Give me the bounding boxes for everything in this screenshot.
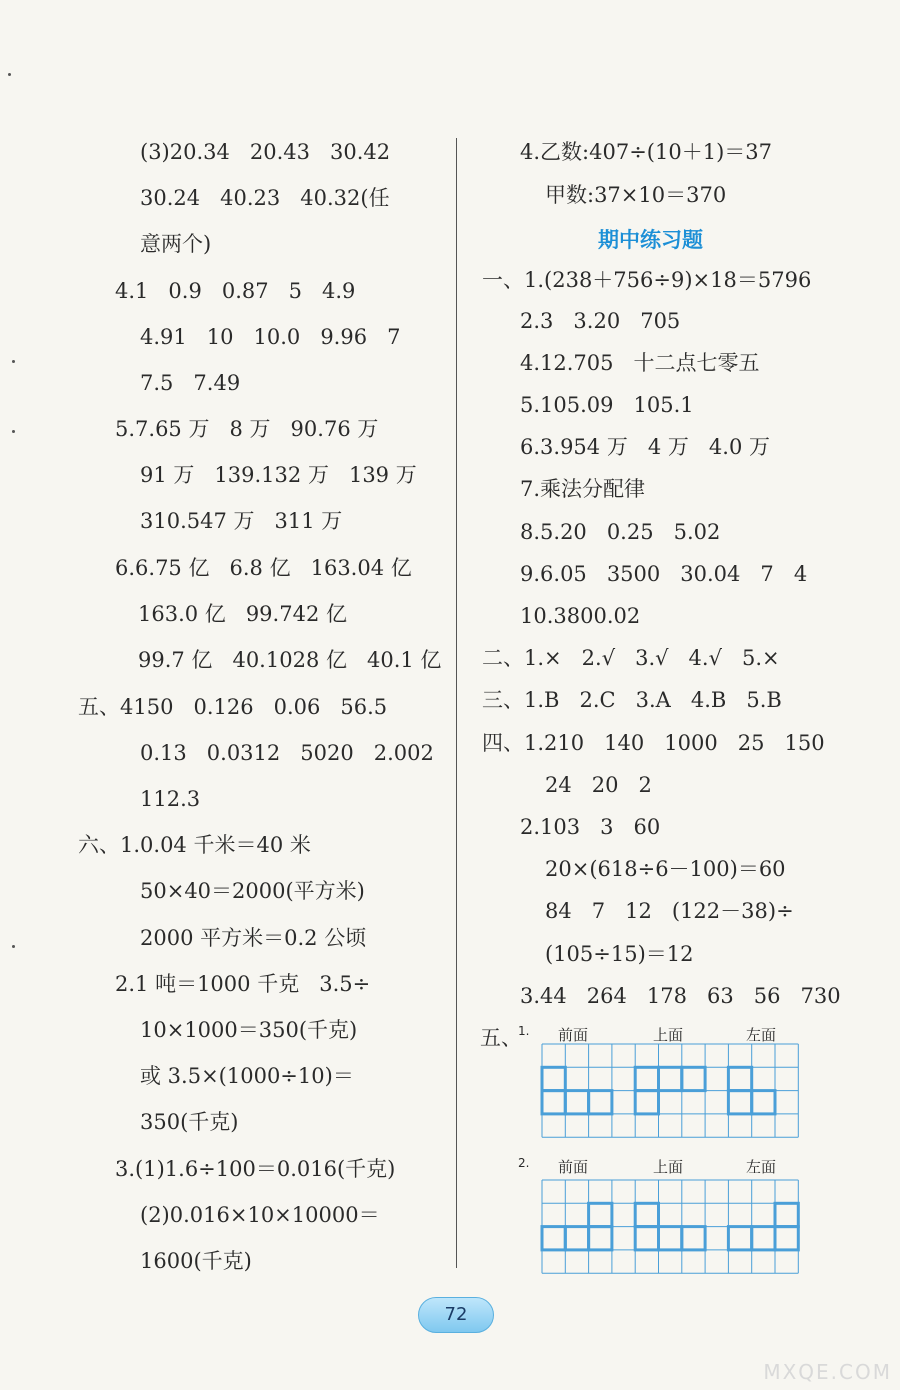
margin-dot <box>12 945 15 948</box>
view-square <box>589 1091 612 1114</box>
answer-line: 10.3800.02 <box>520 604 641 628</box>
view-square <box>589 1203 612 1226</box>
view-label: 前面 <box>558 1026 589 1044</box>
view-square <box>635 1227 658 1250</box>
answer-line: 或 3.5×(1000÷10)＝ <box>140 1064 354 1088</box>
answer-line: 20×(618÷6－100)＝60 <box>545 857 786 881</box>
answer-line: 112.3 <box>140 787 201 811</box>
answer-line: 99.7 亿 40.1028 亿 40.1 亿 <box>138 648 442 672</box>
view-square <box>752 1091 775 1114</box>
view-square <box>635 1067 658 1090</box>
view-square <box>542 1227 565 1250</box>
view-square <box>752 1227 775 1250</box>
view-label: 前面 <box>558 1158 589 1176</box>
answer-line: 30.24 40.23 40.32(任 <box>140 186 390 210</box>
answer-line: 2.1 吨＝1000 千克 3.5÷ <box>115 972 371 996</box>
answer-line: 24 20 2 <box>545 773 652 797</box>
answer-line: 4.91 10 10.0 9.96 7 <box>140 325 401 349</box>
answer-line: 三、1.B 2.C 3.A 4.B 5.B <box>482 688 782 712</box>
view-square <box>682 1067 705 1090</box>
answer-line: 84 7 12 (122－38)÷ <box>545 899 794 923</box>
view-square <box>542 1091 565 1114</box>
answer-line: 6.3.954 万 4 万 4.0 万 <box>520 435 770 459</box>
answer-line: 91 万 139.132 万 139 万 <box>140 463 417 487</box>
answer-line: 350(千克) <box>140 1110 239 1134</box>
answer-line: 四、1.210 140 1000 25 150 <box>482 731 825 755</box>
view-square <box>728 1067 751 1090</box>
answer-line: 50×40＝2000(平方米) <box>140 879 365 903</box>
view-square <box>775 1203 798 1226</box>
answer-line: (3)20.34 20.43 30.42 <box>140 140 391 164</box>
view-square <box>635 1203 658 1226</box>
answer-line: 1600(千克) <box>140 1249 252 1273</box>
view-label: 上面 <box>653 1158 684 1176</box>
view-square <box>728 1091 751 1114</box>
answer-line: 2.3 3.20 705 <box>520 309 681 333</box>
answer-line: 3.44 264 178 63 56 730 <box>520 984 841 1008</box>
answer-line: 7.5 7.49 <box>140 371 241 395</box>
answer-line: 0.13 0.0312 5020 2.002 <box>140 741 434 765</box>
view-label: 左面 <box>746 1026 777 1044</box>
margin-dot <box>12 430 15 433</box>
grid-number: 1. <box>518 1024 530 1038</box>
answer-line: 二、1.× 2.√ 3.√ 4.√ 5.× <box>482 646 780 670</box>
answer-line: 五、4150 0.126 0.06 56.5 <box>78 695 388 719</box>
answer-line: 8.5.20 0.25 5.02 <box>520 520 721 544</box>
section-heading: 期中练习题 <box>598 228 703 252</box>
section-five-label: 五、 <box>480 1026 522 1050</box>
answer-line: 六、1.0.04 千米＝40 米 <box>78 833 311 857</box>
view-label: 左面 <box>746 1158 777 1176</box>
three-view-grid-1 <box>518 1024 818 1144</box>
answer-line: 一、1.(238＋756÷9)×18＝5796 <box>482 268 812 292</box>
view-square <box>542 1067 565 1090</box>
view-square <box>589 1227 612 1250</box>
answer-line: 5.7.65 万 8 万 90.76 万 <box>115 417 379 441</box>
view-square <box>659 1227 682 1250</box>
margin-dot <box>12 360 15 363</box>
answer-line: (2)0.016×10×10000＝ <box>140 1203 380 1227</box>
answer-line: 7.乘法分配律 <box>520 477 646 501</box>
answer-line: 310.547 万 311 万 <box>140 509 343 533</box>
answer-line: 2.103 3 60 <box>520 815 661 839</box>
view-square <box>682 1227 705 1250</box>
answer-line: 4.1 0.9 0.87 5 4.9 <box>115 279 356 303</box>
answer-line: 163.0 亿 99.742 亿 <box>138 602 347 626</box>
view-square <box>775 1227 798 1250</box>
answer-line: 10×1000＝350(千克) <box>140 1018 358 1042</box>
answer-line: 9.6.05 3500 30.04 7 4 <box>520 562 808 586</box>
answer-line: 2000 平方米＝0.2 公顷 <box>140 926 367 950</box>
answer-line: 6.6.75 亿 6.8 亿 163.04 亿 <box>115 556 412 580</box>
answer-line: 5.105.09 105.1 <box>520 393 694 417</box>
answer-line: (105÷15)＝12 <box>545 942 694 966</box>
margin-dot <box>8 73 11 76</box>
view-square <box>565 1091 588 1114</box>
three-view-grid-2 <box>518 1156 818 1281</box>
view-square <box>635 1091 658 1114</box>
page-number: 72 <box>418 1297 494 1333</box>
grid-number: 2. <box>518 1156 530 1170</box>
view-square <box>659 1067 682 1090</box>
view-label: 上面 <box>653 1026 684 1044</box>
column-divider <box>456 138 457 1268</box>
answer-line: 3.(1)1.6÷100＝0.016(千克) <box>115 1157 396 1181</box>
answer-line: 4.12.705 十二点七零五 <box>520 351 760 375</box>
watermark: MXQE.COM <box>763 1360 892 1384</box>
view-square <box>728 1227 751 1250</box>
answer-line: 4.乙数:407÷(10＋1)＝37 <box>520 140 772 164</box>
answer-line: 甲数:37×10＝370 <box>545 183 727 207</box>
answer-line: 意两个) <box>140 232 212 256</box>
view-square <box>565 1227 588 1250</box>
